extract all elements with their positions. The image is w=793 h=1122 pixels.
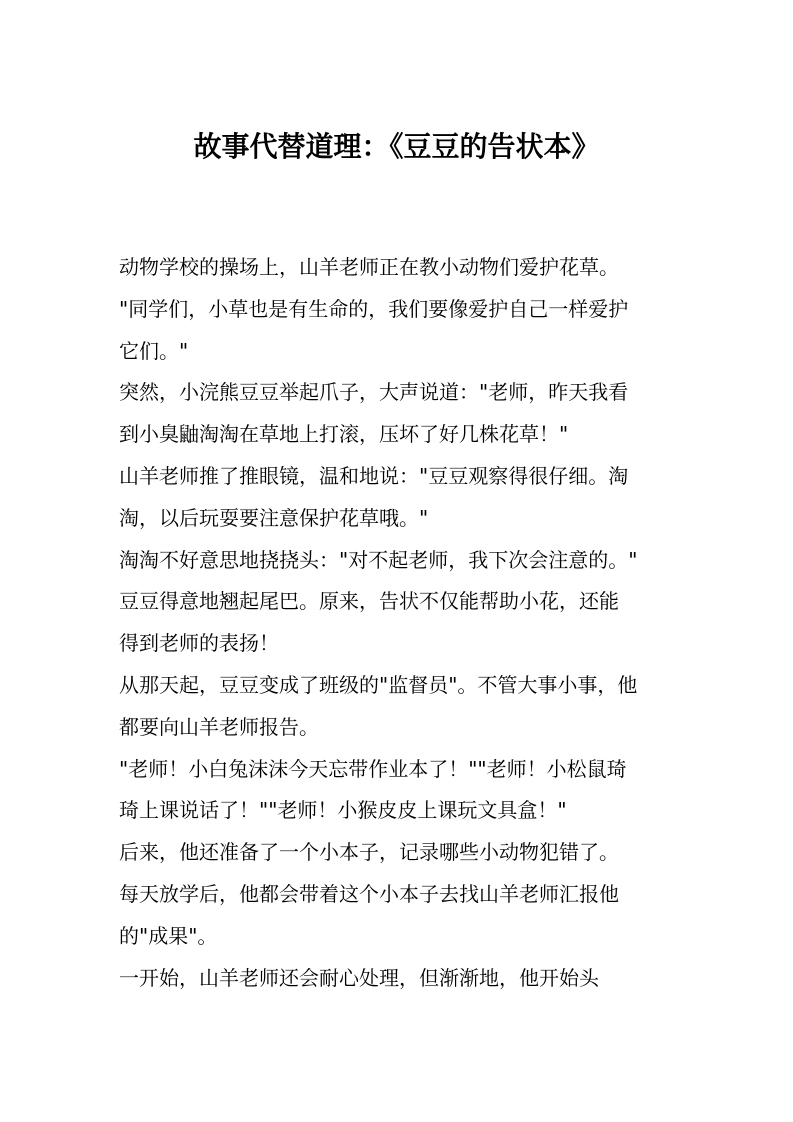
text-line: 动物学校的操场上，山羊老师正在教小动物们爱护花草。 [119,255,619,279]
text-line: 一开始，山羊老师还会耐心处理，但渐渐地，他开始头 [119,965,599,990]
text-line: 从那天起，豆豆变成了班级的"监督员"。不管大事小事，他 [119,672,638,697]
text-line: 的"成果"。 [119,923,218,948]
story-body [119,247,679,999]
text-line: 豆豆得意地翘起尾巴。原来，告状不仅能帮助小花，还能 [119,589,619,614]
text-line: 突然，小浣熊豆豆举起爪子，大声说道："老师，昨天我看 [119,380,629,405]
text-line: "同学们，小草也是有生命的，我们要像爱护自己一样爱护 [119,296,629,321]
text-line: 山羊老师推了推眼镜，温和地说："豆豆观察得很仔细。淘 [119,463,629,488]
text-line: "老师！小白兔沫沫今天忘带作业本了！""老师！小松鼠琦 [119,756,627,781]
document-title: 故事代替道理：《豆豆的告状本》 [193,130,600,163]
text-line: 得到老师的表扬！ [119,631,279,656]
text-line: 淘，以后玩耍要注意保护花草哦。" [119,505,429,530]
text-line: 都要向山羊老师报告。 [119,714,319,739]
text-line: 它们。" [119,338,189,363]
text-line: 每天放学后，他都会带着这个小本子去找山羊老师汇报他 [119,881,619,906]
text-line: 后来，他还准备了一个小本子，记录哪些小动物犯错了。 [119,840,619,865]
text-line: 淘淘不好意思地挠挠头："对不起老师，我下次会注意的。" [119,547,638,572]
text-line: 琦上课说话了！""老师！小猴皮皮上课玩文具盒！" [119,798,567,823]
text-line: 到小臭鼬淘淘在草地上打滚，压坏了好几株花草！" [119,422,569,447]
